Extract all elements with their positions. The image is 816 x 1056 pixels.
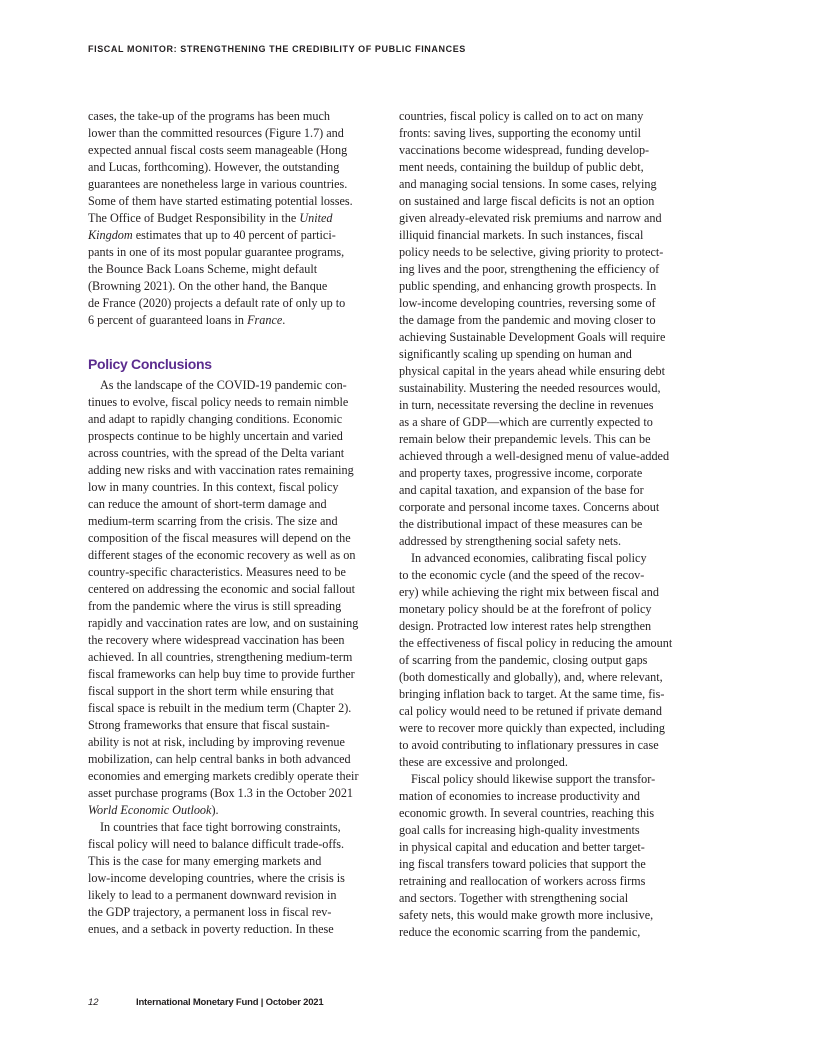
body-line: different stages of the economic recovery as well as on bbox=[88, 548, 356, 562]
body-line: composition of the fiscal measures will depend on the bbox=[88, 531, 351, 545]
body-line bbox=[88, 312, 374, 329]
section-spacer bbox=[88, 329, 374, 353]
publication-line: International Monetary Fund | October 2021 bbox=[136, 997, 324, 1008]
body-line: given already-elevated risk premiums and narrow and bbox=[399, 211, 662, 225]
body-line: addressed by strengthening social safety nets. bbox=[399, 534, 622, 548]
body-line: in physical capital and education and better target- bbox=[399, 840, 645, 854]
body-line: fiscal policy will need to balance difficult trade-offs. bbox=[88, 837, 345, 851]
body-line: low in many countries. In this context, fiscal policy bbox=[88, 480, 339, 494]
body-line: and Lucas, forthcoming). However, the outstanding bbox=[88, 160, 340, 174]
body-line: fronts: saving lives, supporting the economy until bbox=[399, 126, 642, 140]
body-line: fiscal space is rebuilt in the medium term (Chapter 2). bbox=[88, 701, 352, 715]
body-line: the recovery where widespread vaccination has been bbox=[88, 633, 345, 647]
body-line: mation of economies to increase productivity and bbox=[399, 789, 640, 803]
left-column bbox=[88, 108, 374, 938]
body-line: country-specific characteristics. Measures need to be bbox=[88, 565, 346, 579]
body-line bbox=[88, 210, 374, 227]
body-line: retraining and reallocation of workers across firms bbox=[399, 874, 646, 888]
body-line: to the economic cycle (and the speed of the recov- bbox=[399, 568, 645, 582]
body-line: public spending, and enhancing growth prospects. In bbox=[399, 279, 657, 293]
body-line: achieved through a well-designed menu of value-added bbox=[399, 449, 670, 463]
body-line: (Browning 2021). On the other hand, the Banque bbox=[88, 279, 328, 293]
body-line: across countries, with the spread of the Delta variant bbox=[88, 446, 345, 460]
body-line: ment needs, containing the buildup of public debt, bbox=[399, 160, 644, 174]
body-line: medium-term scarring from the crisis. The size and bbox=[88, 514, 338, 528]
body-line: the Bounce Back Loans Scheme, might default bbox=[88, 262, 318, 276]
body-line: and managing social tensions. In some cases, relying bbox=[399, 177, 657, 191]
body-line: remain below their prepandemic levels. This can be bbox=[399, 432, 651, 446]
text-run: ). bbox=[211, 803, 219, 817]
body-line: on sustained and large fiscal deficits is not an option bbox=[399, 194, 655, 208]
body-line: monetary policy should be at the forefront of policy bbox=[399, 602, 652, 616]
body-line: goal calls for increasing high-quality investments bbox=[399, 823, 640, 837]
body-line: and capital taxation, and expansion of the base for bbox=[399, 483, 644, 497]
body-line: achieving Sustainable Development Goals will require bbox=[399, 330, 666, 344]
body-line: low-income developing countries, reversing some of bbox=[399, 296, 656, 310]
body-line: enues, and a setback in poverty reduction. In these bbox=[88, 922, 334, 936]
body-line: as a share of GDP—which are currently expected to bbox=[399, 415, 653, 429]
body-line: the distributional impact of these measures can be bbox=[399, 517, 643, 531]
body-line: likely to lead to a permanent downward revision in bbox=[88, 888, 337, 902]
italic-text: World Economic Outlook bbox=[88, 803, 212, 817]
body-line: centered on addressing the economic and social fallout bbox=[88, 582, 356, 596]
body-line: in turn, necessitate reversing the decline in revenues bbox=[399, 398, 654, 412]
body-line bbox=[88, 227, 374, 244]
body-line: of scarring from the pandemic, closing output gaps bbox=[399, 653, 648, 667]
body-line: fiscal support in the short term while ensuring that bbox=[88, 684, 334, 698]
body-line: reduce the economic scarring from the pandemic, bbox=[399, 925, 641, 939]
text-run: . bbox=[282, 313, 286, 327]
body-line: economic growth. In several countries, reaching this bbox=[399, 806, 655, 820]
body-line: significantly scaling up spending on human and bbox=[399, 347, 632, 361]
body-line: the damage from the pandemic and moving closer to bbox=[399, 313, 656, 327]
body-line: countries, fiscal policy is called on to act on many bbox=[399, 109, 644, 123]
body-line bbox=[88, 802, 374, 819]
body-line: mobilization, can help central banks in both advanced bbox=[88, 752, 351, 766]
body-line: and sectors. Together with strengthening social bbox=[399, 891, 629, 905]
body-line: illiquid financial markets. In such instances, fiscal bbox=[399, 228, 644, 242]
body-line: to avoid contributing to inflationary pressures in case bbox=[399, 738, 659, 752]
italic-text: France bbox=[247, 313, 283, 327]
right-column bbox=[399, 108, 685, 941]
body-line: lower than the committed resources (Figure 1.7) and bbox=[88, 126, 344, 140]
page-footer bbox=[88, 997, 323, 1008]
body-line: the GDP trajectory, a permanent loss in fiscal rev- bbox=[88, 905, 332, 919]
text-run: estimates that up to 40 percent of partici- bbox=[135, 228, 336, 242]
text-run: The Office of Budget Responsibility in the bbox=[88, 211, 297, 225]
body-line: fiscal frameworks can help buy time to provide further bbox=[88, 667, 355, 681]
body-line: were to recover more quickly than expected, including bbox=[399, 721, 665, 735]
body-line: asset purchase programs (Box 1.3 in the October 2021 bbox=[88, 786, 354, 800]
page-number: 12 bbox=[88, 997, 99, 1008]
body-line: corporate and personal income taxes. Concerns about bbox=[399, 500, 660, 514]
body-line: physical capital in the years ahead while ensuring debt bbox=[399, 364, 666, 378]
italic-text: Kingdom bbox=[88, 228, 133, 242]
body-line: cases, the take-up of the programs has been much bbox=[88, 109, 330, 123]
italic-text: United bbox=[299, 211, 333, 225]
body-line: policy needs to be selective, giving priority to protect- bbox=[399, 245, 664, 259]
running-head: FISCAL MONITOR: STRENGTHENING THE CREDIBILITY OF PUBLIC FINANCES bbox=[88, 44, 466, 54]
body-line: expected annual fiscal costs seem manageable (Hong bbox=[88, 143, 348, 157]
body-line: ing lives and the poor, strengthening the efficiency of bbox=[399, 262, 660, 276]
body-line: de France (2020) projects a default rate of only up to bbox=[88, 296, 346, 310]
body-line: rapidly and vaccination rates are low, and on sustaining bbox=[88, 616, 359, 630]
body-line: pants in one of its most popular guarantee programs, bbox=[88, 245, 345, 259]
body-line: achieved. In all countries, strengthening medium-term bbox=[88, 650, 353, 664]
body-line: from the pandemic where the virus is still spreading bbox=[88, 599, 342, 613]
body-line: the effectiveness of fiscal policy in reducing the amount bbox=[399, 636, 673, 650]
body-line: bringing inflation back to target. At the same time, fis- bbox=[399, 687, 665, 701]
body-line: and property taxes, progressive income, corporate bbox=[399, 466, 643, 480]
section-heading: Policy Conclusions bbox=[88, 356, 212, 372]
body-line: As the landscape of the COVID-19 pandemic con- bbox=[100, 378, 347, 392]
body-line: design. Protracted low interest rates help strengthen bbox=[399, 619, 652, 633]
body-line: In countries that face tight borrowing constraints, bbox=[100, 820, 341, 834]
body-line: low-income developing countries, where the crisis is bbox=[88, 871, 345, 885]
body-line: Fiscal policy should likewise support the transfor- bbox=[411, 772, 656, 786]
body-line: This is the case for many emerging markets and bbox=[88, 854, 322, 868]
body-line: Some of them have started estimating potential losses. bbox=[88, 194, 353, 208]
body-line: these are excessive and prolonged. bbox=[399, 755, 568, 769]
body-line: prospects continue to be highly uncertain and varied bbox=[88, 429, 343, 443]
body-line: In advanced economies, calibrating fiscal policy bbox=[411, 551, 647, 565]
body-line: (both domestically and globally), and, where relevant, bbox=[399, 670, 663, 684]
body-line: ability is not at risk, including by improving revenue bbox=[88, 735, 345, 749]
body-line: safety nets, this would make growth more inclusive, bbox=[399, 908, 654, 922]
body-line: ing fiscal transfers toward policies that support the bbox=[399, 857, 646, 871]
body-line: ery) while achieving the right mix between fiscal and bbox=[399, 585, 659, 599]
body-line: economies and emerging markets credibly operate their bbox=[88, 769, 359, 783]
body-line: Strong frameworks that ensure that fiscal sustain- bbox=[88, 718, 330, 732]
body-line: cal policy would need to be retuned if private demand bbox=[399, 704, 662, 718]
text-run: 6 percent of guaranteed loans in bbox=[88, 313, 245, 327]
body-line: guarantees are nonetheless large in various countries. bbox=[88, 177, 348, 191]
body-line: can reduce the amount of short-term damage and bbox=[88, 497, 327, 511]
body-line: tinues to evolve, fiscal policy needs to remain nimble bbox=[88, 395, 349, 409]
body-line: vaccinations become widespread, funding develop- bbox=[399, 143, 650, 157]
body-line: adding new risks and with vaccination rates remaining bbox=[88, 463, 354, 477]
body-line: sustainability. Mustering the needed resources would, bbox=[399, 381, 661, 395]
body-line: and adapt to rapidly changing conditions. Economic bbox=[88, 412, 343, 426]
